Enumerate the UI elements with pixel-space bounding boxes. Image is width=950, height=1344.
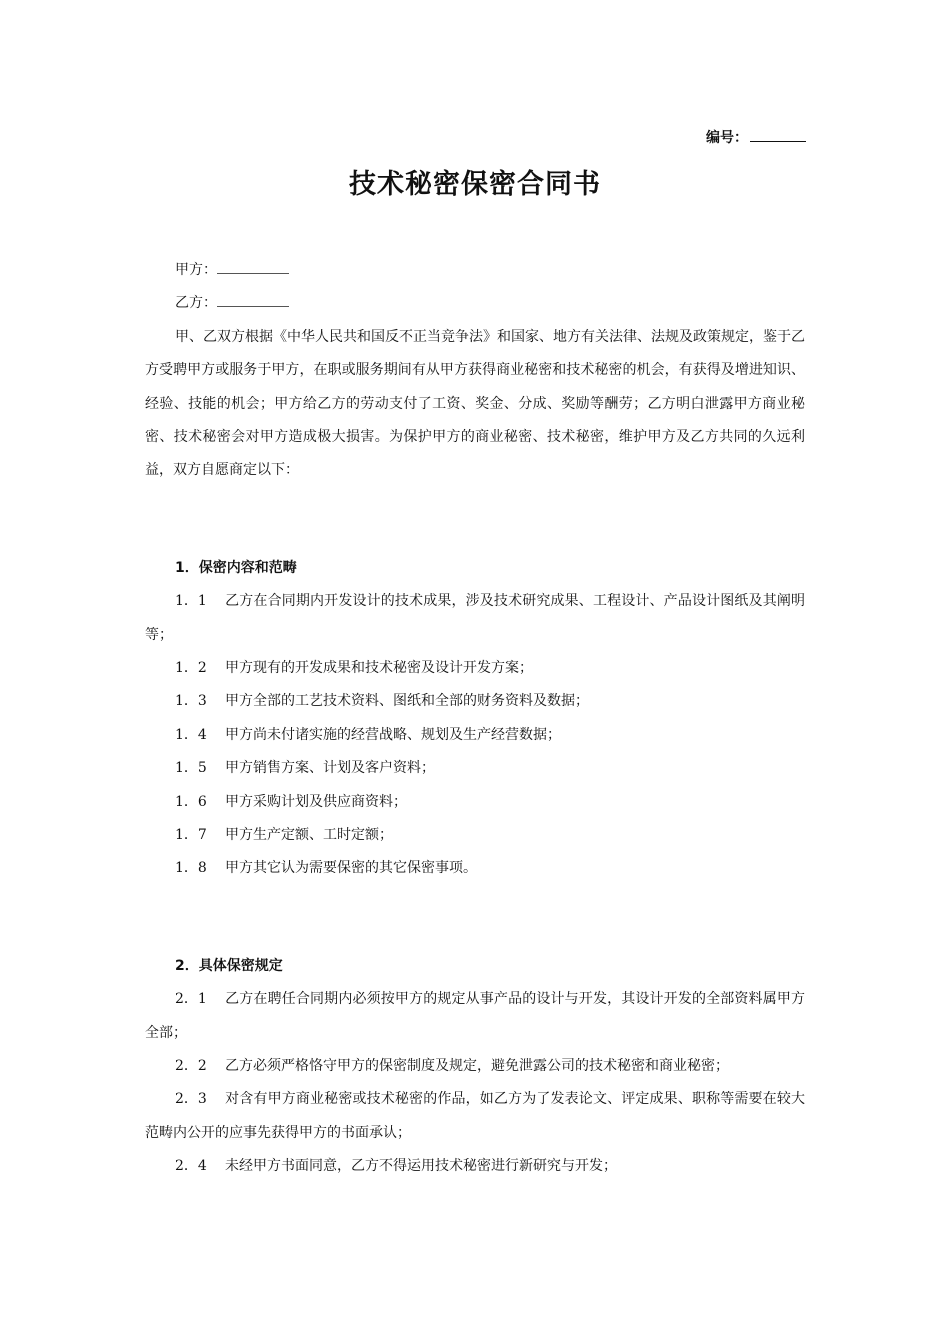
clause-number: 1．3	[175, 693, 207, 710]
clause-1-3	[145, 685, 805, 718]
clause-number: 1．8	[175, 860, 207, 877]
clause-text: 甲方生产定额、工时定额；	[225, 827, 393, 844]
party-a-blank	[217, 259, 289, 274]
clause-1-8	[145, 852, 805, 885]
clause-1-4	[145, 719, 805, 752]
document-body	[145, 254, 805, 1184]
clause-2-2	[145, 1050, 805, 1083]
clause-1-2	[145, 652, 805, 685]
clause-2-4	[145, 1150, 805, 1183]
clause-2-3	[145, 1083, 805, 1150]
document-title: 技术秘密保密合同书	[349, 169, 601, 200]
clause-2-1	[145, 983, 805, 1050]
clause-text: 甲方采购计划及供应商资料；	[225, 793, 407, 810]
clause-1-7	[145, 819, 805, 852]
clause-number: 1．5	[175, 760, 207, 777]
party-b-label: 乙方：	[175, 295, 217, 312]
clause-1-1	[145, 585, 805, 652]
clause-text: 对含有甲方商业秘密或技术秘密的作品，如乙方为了发表论文、评定成果、职称等需要在较大范畴内公开的应事先获得甲方的书面承认；	[145, 1091, 805, 1141]
serial-number	[706, 127, 806, 147]
clause-number: 2．3	[175, 1091, 207, 1108]
serial-number-blank	[750, 129, 806, 142]
party-a-line	[145, 254, 805, 287]
clause-text: 乙方在合同期内开发设计的技术成果，涉及技术研究成果、工程设计、产品设计图纸及其阐明等；	[145, 593, 805, 643]
clause-text: 乙方在聘任合同期内必须按甲方的规定从事产品的设计与开发，其设计开发的全部资料属甲方全部；	[145, 991, 805, 1041]
clause-text: 乙方必须严格恪守甲方的保密制度及规定，避免泄露公司的技术秘密和商业秘密；	[225, 1058, 729, 1075]
clause-number: 2．1	[175, 991, 207, 1008]
clause-number: 1．1	[175, 593, 207, 610]
section-2-title: 2．具体保密规定	[175, 957, 283, 974]
clause-text: 未经甲方书面同意，乙方不得运用技术秘密进行新研究与开发；	[225, 1158, 617, 1175]
clause-text: 甲方全部的工艺技术资料、图纸和全部的财务资料及数据；	[225, 693, 589, 710]
preamble-paragraph: 甲、乙双方根据《中华人民共和国反不正当竞争法》和国家、地方有关法律、法规及政策规定，鉴于乙方受聘甲方或服务于甲方，在职或服务期间有从甲方获得商业秘密和技术秘密的机会，有获得及增进知识、经验、技能的机会；甲方给乙方的劳动支付了工资、奖金、分成、奖励等酬劳；乙方明白泄露甲方商业秘密、技术秘密会对甲方造成极大损害。为保护甲方的商业秘密、技术秘密，维护甲方及乙方共同的久远利益，双方自愿商定以下：	[145, 328, 805, 479]
clause-1-5	[145, 752, 805, 785]
clause-1-6	[145, 786, 805, 819]
serial-number-label: 编号：	[706, 130, 748, 146]
clause-number: 1．4	[175, 726, 207, 743]
clause-number: 1．7	[175, 827, 207, 844]
clause-number: 1．6	[175, 793, 207, 810]
party-b-line	[145, 287, 805, 320]
clause-number: 1．2	[175, 660, 207, 677]
clause-text: 甲方现有的开发成果和技术秘密及设计开发方案；	[225, 660, 533, 677]
clause-number: 2．2	[175, 1058, 207, 1075]
clause-text: 甲方销售方案、计划及客户资料；	[225, 760, 435, 777]
clause-number: 2．4	[175, 1158, 207, 1175]
clause-text: 甲方其它认为需要保密的其它保密事项。	[225, 860, 477, 877]
section-1-title: 1．保密内容和范畴	[175, 559, 297, 576]
clause-text: 甲方尚未付诸实施的经营战略、规划及生产经营数据；	[225, 726, 561, 743]
party-b-blank	[217, 292, 289, 307]
party-a-label: 甲方：	[175, 262, 217, 278]
